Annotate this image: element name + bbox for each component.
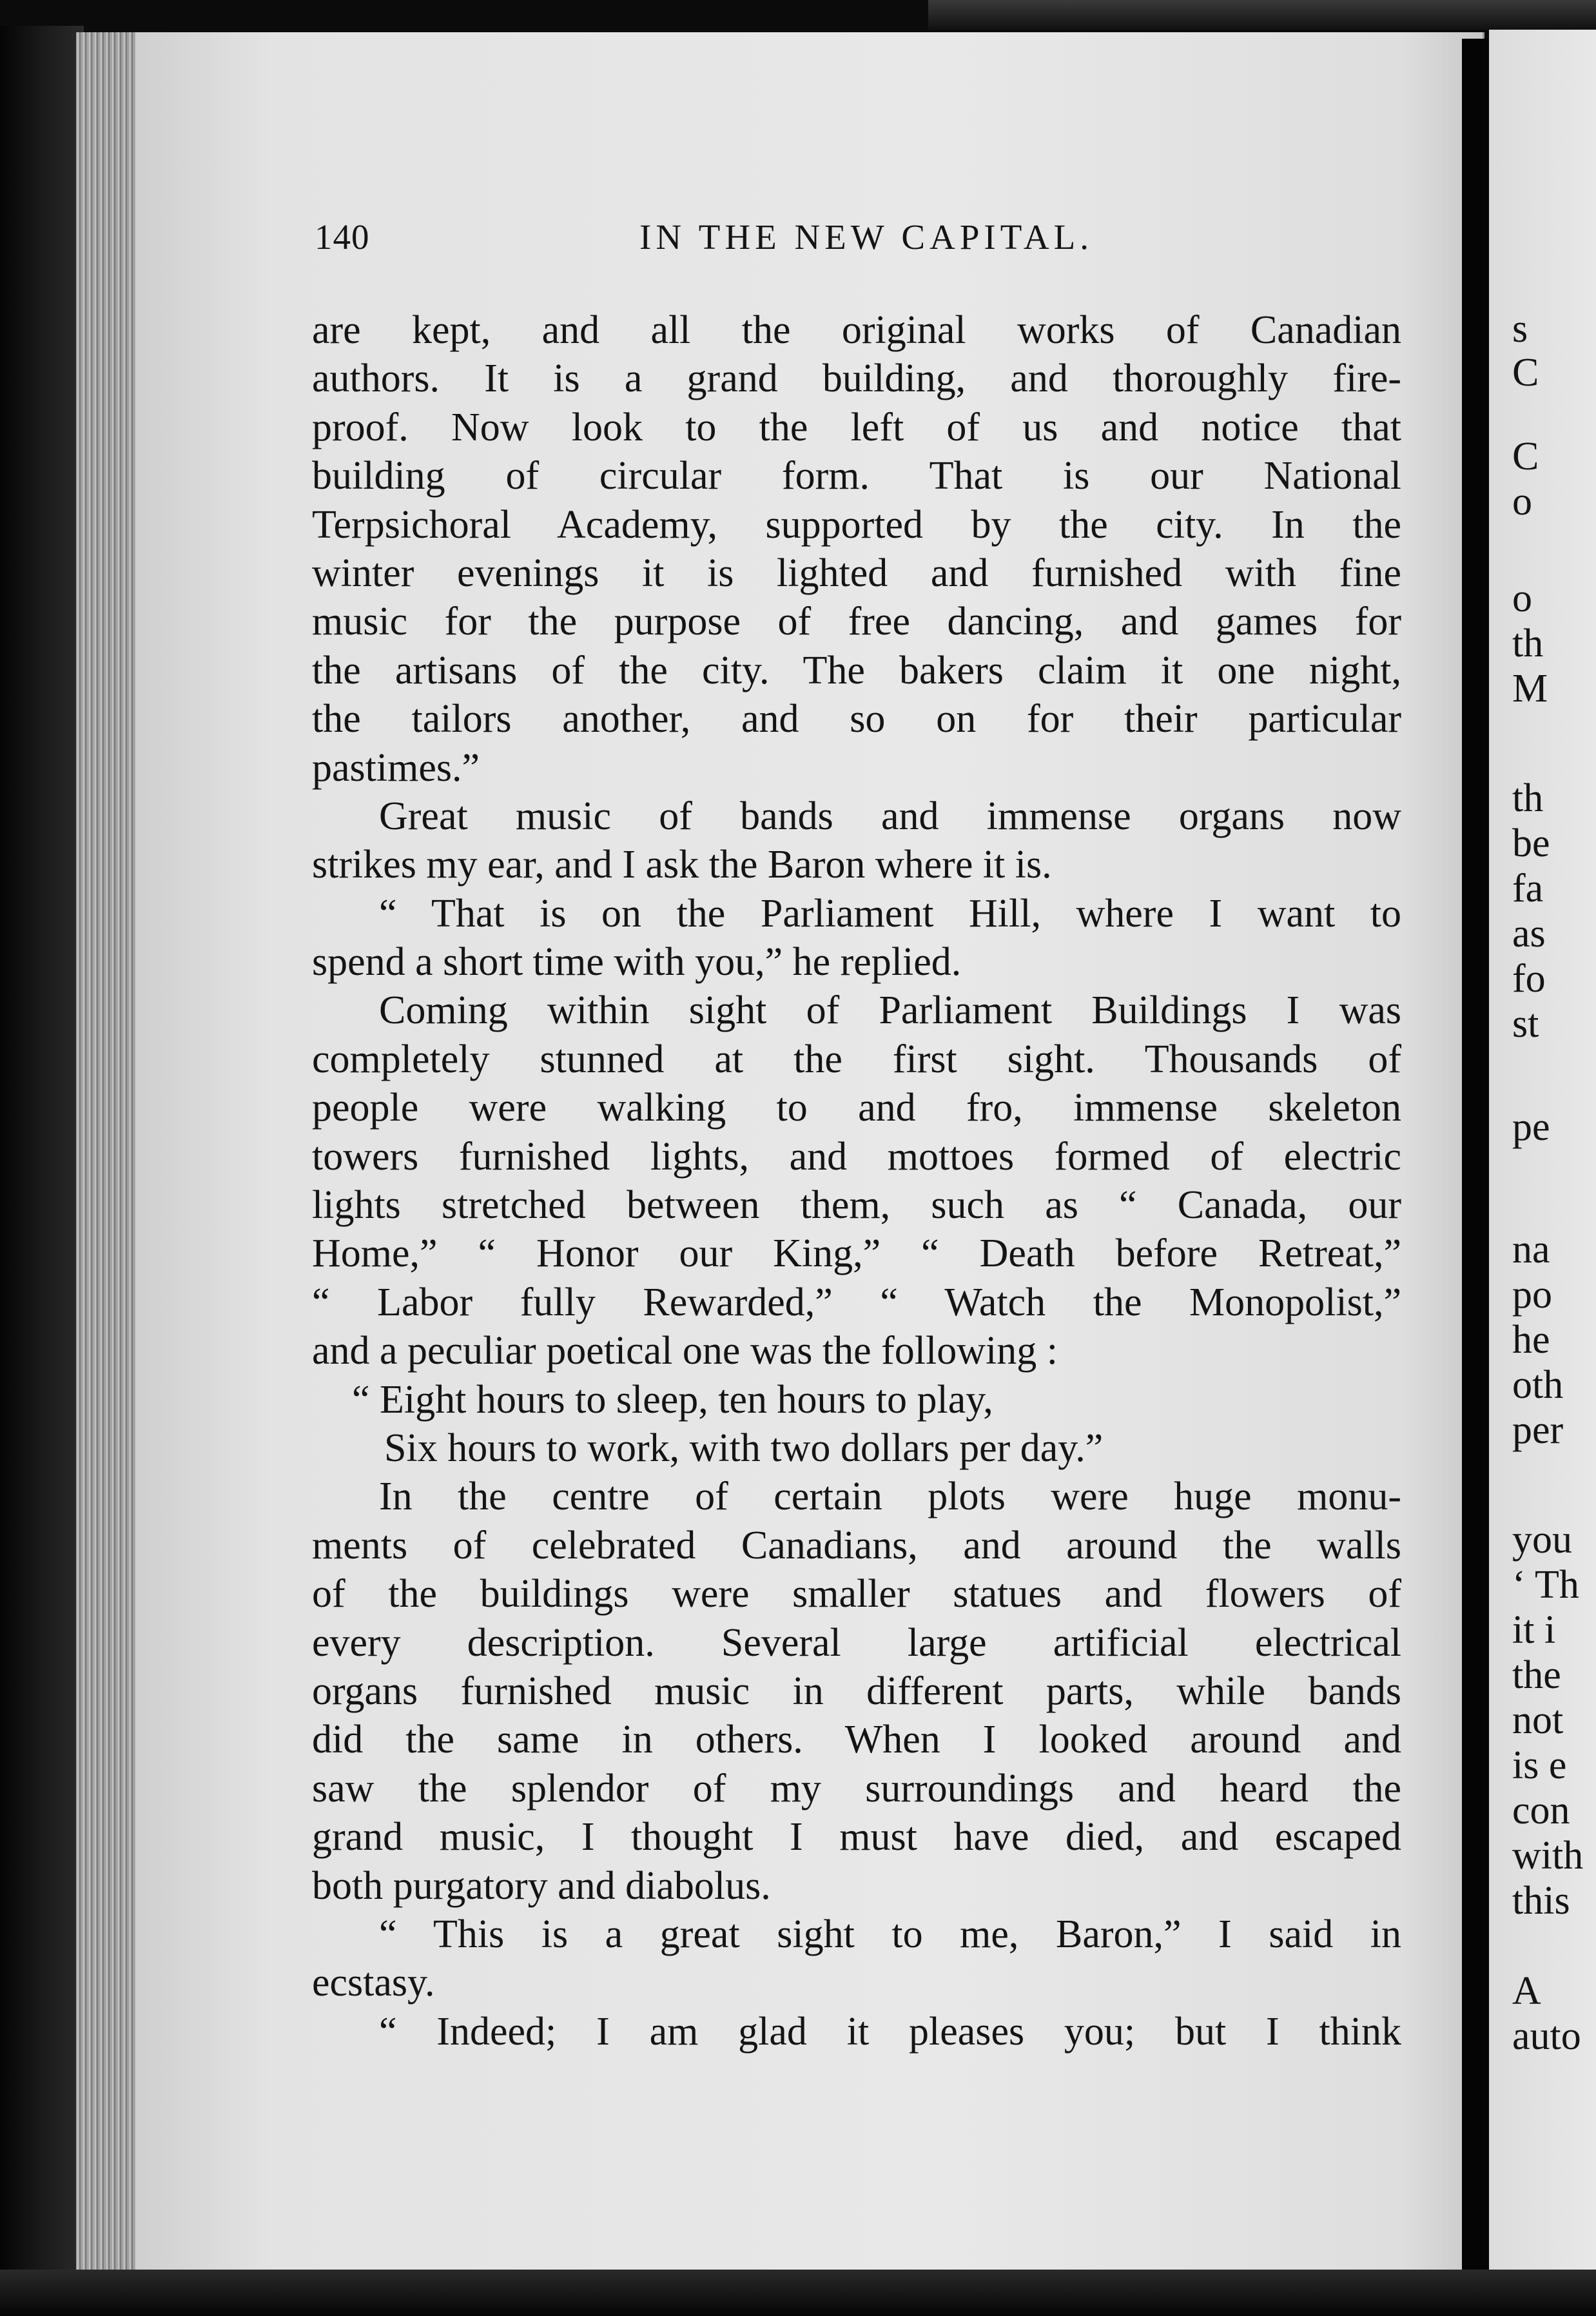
- text-line: In the centre of certain plots were huge monu-: [379, 1475, 1401, 1519]
- text-line: did the same in others. When I looked around and: [312, 1718, 1401, 1762]
- book-gutter: [1462, 39, 1489, 2282]
- text-line: the tailors another, and so on for their particular: [312, 697, 1401, 741]
- facing-fragment: oth: [1512, 1363, 1564, 1407]
- text-line: every description. Several large artificial electrical: [312, 1620, 1401, 1665]
- text-line: both purgatory and diabolus.: [312, 1863, 771, 1908]
- facing-fragment: pe: [1512, 1105, 1550, 1149]
- facing-fragment: fo: [1512, 957, 1546, 1001]
- facing-fragment: as: [1512, 912, 1546, 956]
- facing-fragment: A: [1512, 1969, 1541, 2013]
- text-line: grand music, I thought I must have died, and escaped: [312, 1815, 1401, 1860]
- facing-fragment: auto: [1512, 2014, 1581, 2058]
- facing-fragment: na: [1512, 1228, 1550, 1271]
- page-number: 140: [315, 217, 370, 257]
- text-line: “ This is a great sight to me, Baron,” I said in: [379, 1912, 1401, 1956]
- facing-fragment: con: [1512, 1789, 1570, 1832]
- facing-fragment: th: [1512, 622, 1544, 665]
- page-body-text: [312, 306, 1401, 2056]
- facing-fragment: o: [1512, 480, 1532, 524]
- text-line: ments of celebrated Canadians, and around the walls: [312, 1523, 1401, 1567]
- text-line: ecstasy.: [312, 1961, 435, 2005]
- text-line: “ That is on the Parliament Hill, where I want to: [379, 891, 1401, 936]
- text-line: completely stunned at the first sight. Thousands of: [312, 1037, 1401, 1081]
- facing-fragment: he: [1512, 1318, 1550, 1362]
- text-line: and a peculiar poetical one was the following :: [312, 1329, 1058, 1373]
- text-line: building of circular form. That is our National: [312, 454, 1401, 498]
- facing-fragment: M: [1512, 667, 1548, 711]
- text-line: proof. Now look to the left of us and notice that: [312, 405, 1401, 449]
- facing-fragment: is e: [1512, 1743, 1567, 1787]
- text-line: “ Labor fully Rewarded,” “ Watch the Monopolist,”: [312, 1280, 1401, 1324]
- text-line: pastimes.”: [312, 745, 480, 790]
- verse-line: Six hours to work, with two dollars per day.”: [384, 1426, 1104, 1470]
- text-line: winter evenings it is lighted and furnished with fine: [312, 551, 1401, 595]
- running-title: IN THE NEW CAPITAL.: [639, 217, 1094, 257]
- facing-fragment: ‘ Th: [1512, 1563, 1579, 1607]
- text-line: lights stretched between them, such as “ Canada, our: [312, 1183, 1401, 1228]
- text-line: are kept, and all the original works of Canadian: [312, 308, 1401, 352]
- facing-fragment: it i: [1512, 1608, 1556, 1652]
- text-line: strikes my ear, and I ask the Baron where it is.: [312, 843, 1052, 887]
- text-line: organs furnished music in different parts, while bands: [312, 1669, 1401, 1713]
- facing-fragment: per: [1512, 1408, 1564, 1452]
- verse-line: “ Eight hours to sleep, ten hours to play,: [352, 1377, 993, 1422]
- facing-fragment: C: [1512, 351, 1539, 395]
- book-binding: [0, 26, 84, 2282]
- scanner-edge-bottom: [0, 2270, 1596, 2316]
- text-line: “ Indeed; I am glad it pleases you; but I think: [379, 2009, 1401, 2054]
- facing-fragment: with: [1512, 1834, 1584, 1878]
- facing-fragment: s: [1512, 307, 1528, 351]
- text-line: authors. It is a grand building, and thoroughly fire-: [312, 357, 1401, 401]
- facing-fragment: o: [1512, 576, 1532, 620]
- text-line: people were walking to and fro, immense skeleton: [312, 1086, 1401, 1130]
- text-line: Coming within sight of Parliament Buildings I was: [379, 988, 1401, 1033]
- facing-fragment: po: [1512, 1273, 1552, 1317]
- facing-fragment: be: [1512, 821, 1550, 865]
- facing-fragment: C: [1512, 435, 1539, 478]
- text-line: of the buildings were smaller statues and flowers of: [312, 1572, 1401, 1616]
- facing-fragment: you: [1512, 1518, 1572, 1562]
- text-line: the artisans of the city. The bakers claim it one night,: [312, 648, 1401, 692]
- text-line: music for the purpose of free dancing, and games for: [312, 600, 1401, 644]
- facing-fragment: th: [1512, 776, 1544, 820]
- facing-fragment: this: [1512, 1879, 1570, 1923]
- scanner-edge-top: [928, 0, 1596, 30]
- facing-fragment: st: [1512, 1002, 1539, 1046]
- facing-fragment: not: [1512, 1698, 1564, 1742]
- text-line: saw the splendor of my surroundings and heard the: [312, 1766, 1401, 1811]
- facing-page-text: [1512, 306, 1596, 2112]
- text-line: towers furnished lights, and mottoes formed of electric: [312, 1134, 1401, 1179]
- text-line: Home,” “ Honor our King,” “ Death before Retreat,”: [312, 1232, 1401, 1276]
- running-head: [315, 217, 1281, 268]
- text-line: Great music of bands and immense organs now: [379, 794, 1401, 838]
- text-line: Terpsichoral Academy, supported by the city. In the: [312, 502, 1401, 547]
- facing-fragment: the: [1512, 1653, 1561, 1697]
- text-line: spend a short time with you,” he replied.: [312, 940, 962, 985]
- facing-fragment: fa: [1512, 867, 1544, 910]
